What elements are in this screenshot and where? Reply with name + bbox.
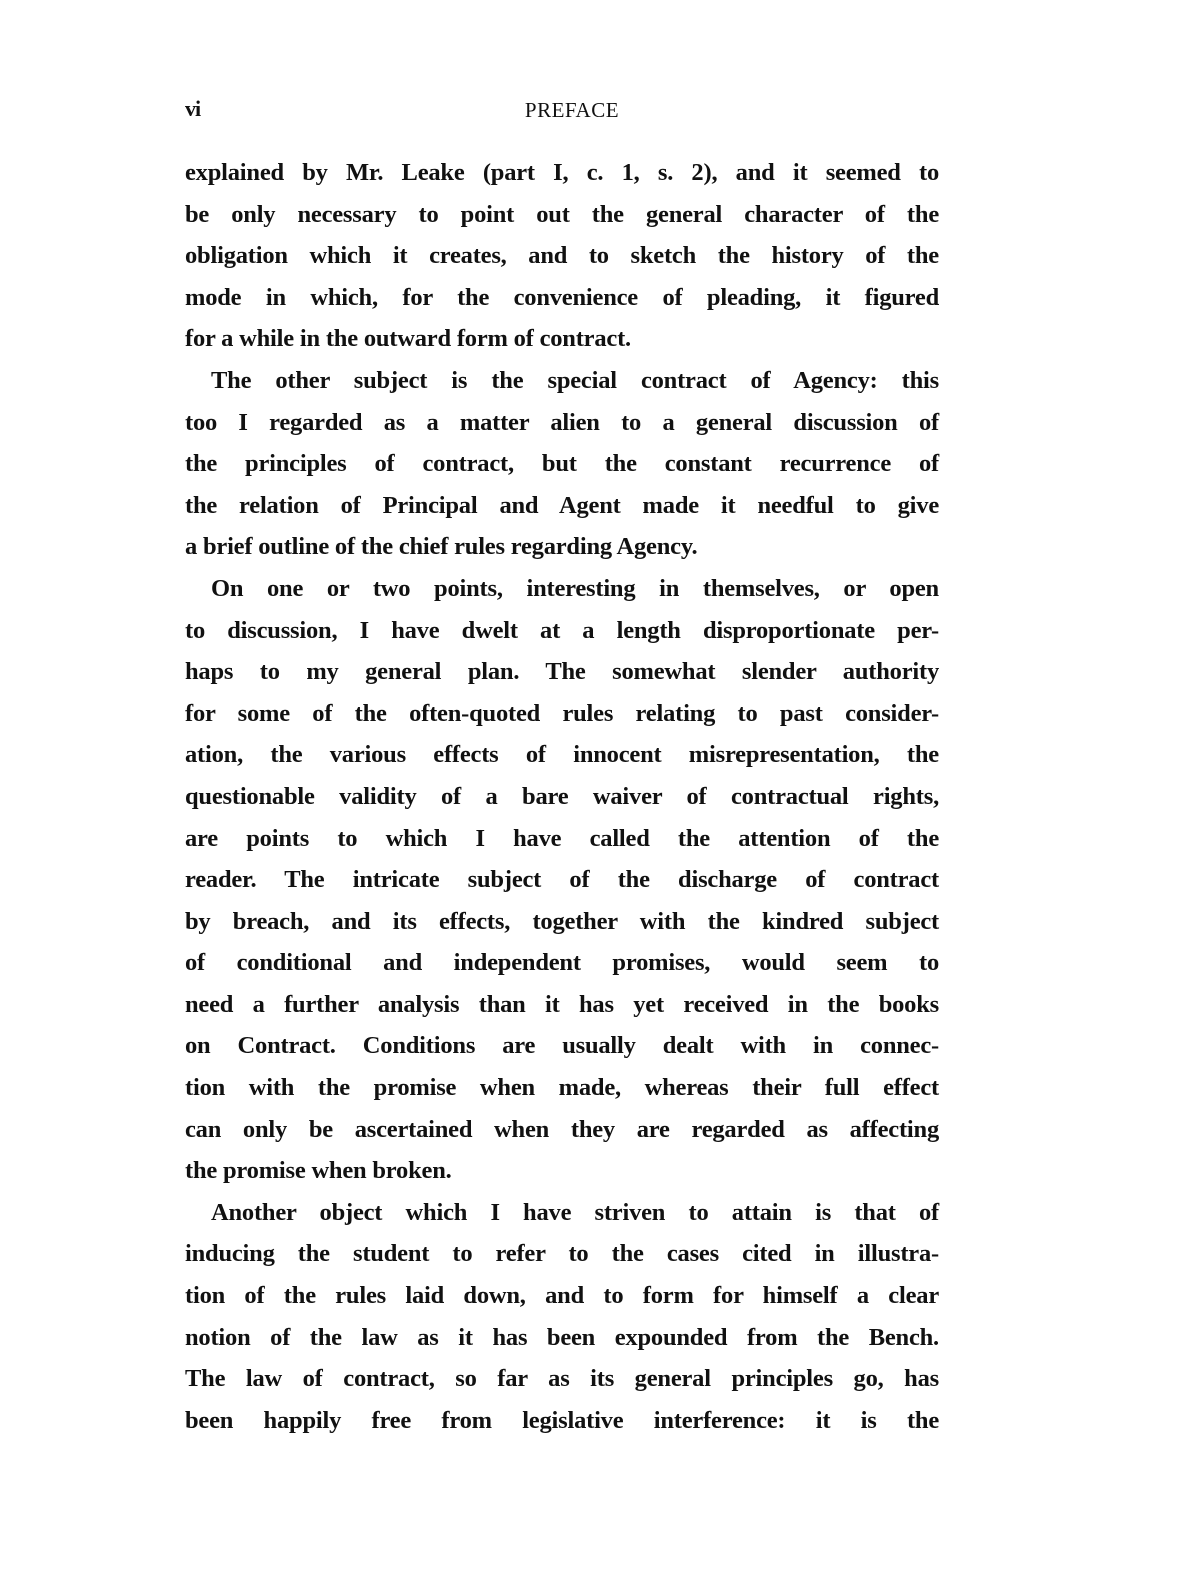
paragraph-3 (185, 568, 939, 1192)
running-head (185, 96, 939, 130)
text-line: to discussion, I have dwelt at a length disproportionate per- (185, 616, 939, 644)
text-line: notion of the law as it has been expounded from the Bench. (185, 1323, 939, 1351)
text-line: by breach, and its effects, together with the kindred subject (185, 907, 939, 935)
text-line: for some of the often-quoted rules relating to past consider- (185, 699, 939, 727)
text-line: the relation of Principal and Agent made it needful to give (185, 491, 939, 519)
text-line: The law of contract, so far as its general principles go, has (185, 1365, 939, 1393)
text-line: tion with the promise when made, whereas their full effect (185, 1074, 939, 1102)
paragraph-1 (185, 152, 939, 360)
text-line: on Contract. Conditions are usually dealt with in connec- (185, 1032, 939, 1060)
running-title: PREFACE (524, 98, 620, 122)
text-line: haps to my general plan. The somewhat slender authority (185, 658, 939, 686)
text-line: inducing the student to refer to the cases cited in illustra- (185, 1240, 939, 1268)
book-page (185, 96, 939, 1441)
paragraph-2 (185, 360, 939, 568)
text-line: ation, the various effects of innocent misrepresentation, the (185, 741, 939, 769)
text-line: a brief outline of the chief rules regarding Agency. (185, 533, 698, 561)
text-line: can only be ascertained when they are regarded as affecting (185, 1115, 939, 1143)
text-line: obligation which it creates, and to sketch the history of the (185, 242, 939, 270)
text-line: the principles of contract, but the constant recurrence of (185, 450, 939, 478)
paragraph-4 (185, 1192, 939, 1442)
text-line: On one or two points, interesting in themselves, or open (211, 574, 939, 602)
text-line: be only necessary to point out the general character of the (185, 200, 939, 228)
text-line: mode in which, for the convenience of pleading, it figured (185, 283, 939, 311)
text-line: need a further analysis than it has yet received in the books (185, 990, 939, 1018)
text-line: The other subject is the special contract of Agency: this (211, 366, 939, 394)
text-line: reader. The intricate subject of the discharge of contract (185, 866, 939, 894)
text-line: Another object which I have striven to attain is that of (211, 1198, 939, 1226)
text-line: tion of the rules laid down, and to form for himself a clear (185, 1282, 939, 1310)
text-line: too I regarded as a matter alien to a general discussion of (185, 408, 939, 436)
page-number: vi (185, 96, 201, 121)
text-line: are points to which I have called the attention of the (185, 824, 939, 852)
text-line: the promise when broken. (185, 1157, 452, 1185)
text-line: explained by Mr. Leake (part I, c. 1, s. 2), and it seemed to (185, 159, 939, 186)
text-line: of conditional and independent promises, would seem to (185, 949, 939, 977)
body-text (185, 152, 939, 1441)
text-line: been happily free from legislative interference: it is the (185, 1406, 939, 1434)
text-line: questionable validity of a bare waiver of contractual rights, (185, 782, 939, 810)
text-line: for a while in the outward form of contract. (185, 325, 631, 353)
